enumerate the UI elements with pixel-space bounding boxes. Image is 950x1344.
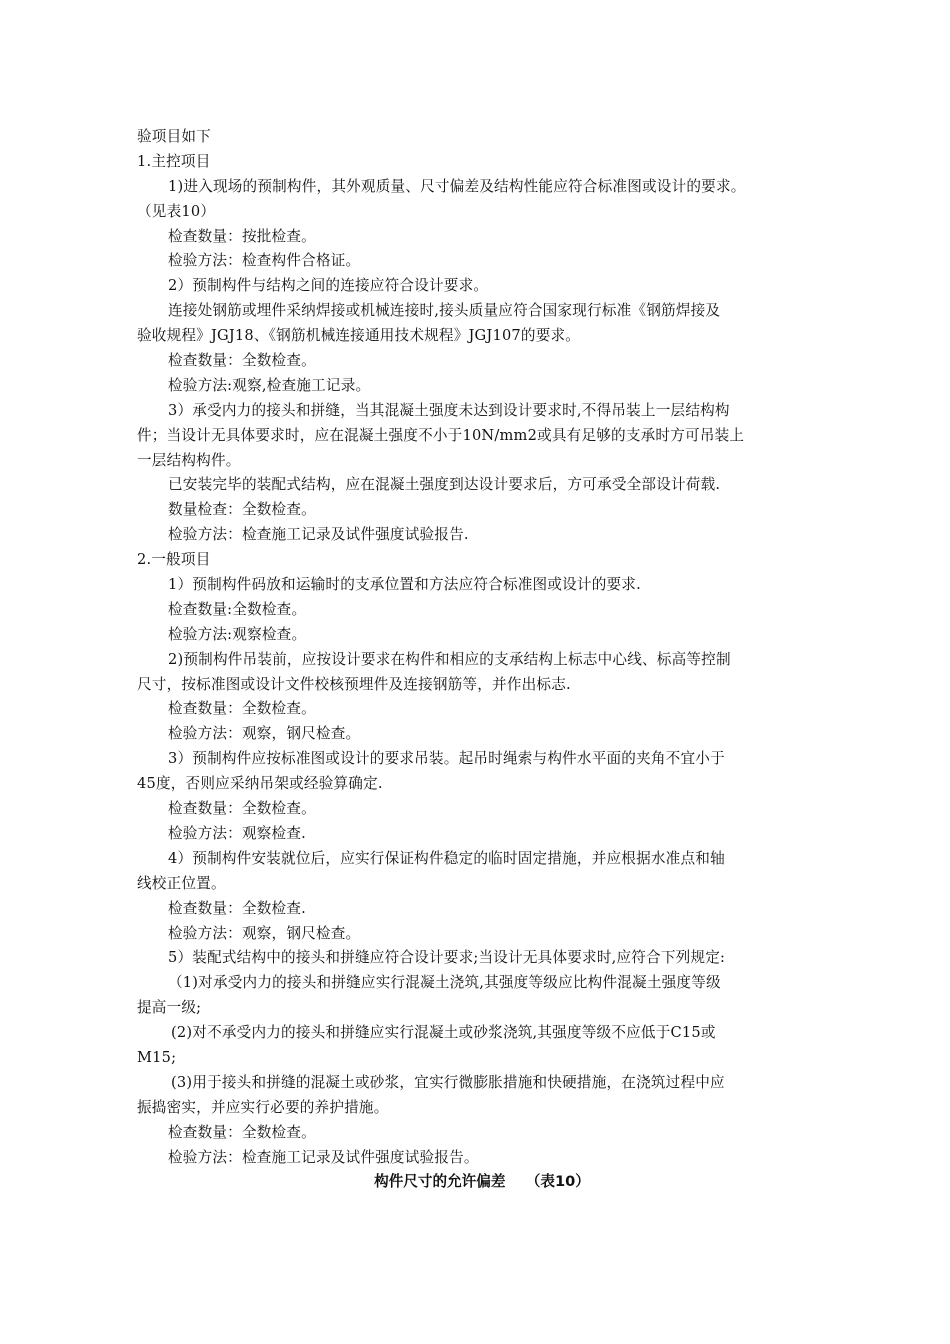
text-line: 检验方法:观察,检查施工记录。 bbox=[168, 376, 371, 394]
text-line: 检查数量：全数检查. bbox=[168, 899, 306, 917]
text-line: 尺寸，按标准图或设计文件校核预埋件及连接钢筋等，并作出标志. bbox=[137, 675, 571, 693]
text-line: 提高一级; bbox=[137, 999, 202, 1017]
text-line: 检查数量：全数检查。 bbox=[168, 1123, 316, 1141]
text-line: 检验方法：观察，钢尺检查。 bbox=[168, 725, 361, 743]
text-line: （1)对承受内力的接头和拼缝应实行混凝土浇筑,其强度等级应比构件混凝土强度等级 bbox=[168, 974, 721, 992]
text-line: （见表10） bbox=[137, 202, 216, 220]
text-line: M15; bbox=[137, 1048, 177, 1066]
text-line: 检查数量：全数检查。 bbox=[168, 700, 316, 718]
text-line: (3)用于接头和拼缝的混凝土或砂浆，宜实行微膨胀措施和快硬措施，在浇筑过程中应 bbox=[171, 1073, 725, 1091]
table-title: 构件尺寸的允许偏差 （表10） bbox=[374, 1173, 590, 1191]
text-line: 连接处钢筋或埋件采纳焊接或机械连接时,接头质量应符合国家现行标准《钢筋焊接及 bbox=[168, 302, 721, 320]
text-line: 线校正位置。 bbox=[137, 874, 226, 892]
text-line: 检查数量:全数检查。 bbox=[168, 600, 307, 618]
text-line: 振捣密实，并应实行必要的养护措施。 bbox=[137, 1098, 389, 1116]
text-line: 件；当设计无具体要求时，应在混凝土强度不小于10N/mm2或具有足够的支承时方可吊装上 bbox=[137, 426, 745, 444]
text-line: 4）预制构件安装就位后，应实行保证构件稳定的临时固定措施，并应根据水准点和轴 bbox=[168, 849, 725, 867]
text-line: 检验方法：观察，钢尺检查。 bbox=[168, 924, 361, 942]
text-line: 检验方法：检查施工记录及试件强度试验报告. bbox=[168, 526, 469, 544]
text-line: 验收规程》JGJ18、《钢筋机械连接通用技术规程》JGJ107的要求。 bbox=[137, 327, 581, 345]
text-line: 1）预制构件码放和运输时的支承位置和方法应符合标准图或设计的要求. bbox=[168, 576, 641, 594]
text-line: 检查数量：全数检查。 bbox=[168, 352, 316, 370]
text-line: 检验方法：检查构件合格证。 bbox=[168, 252, 361, 270]
text-line: (2)对不承受内力的接头和拼缝应实行混凝土或砂浆浇筑,其强度等级不应低于C15或 bbox=[171, 1024, 716, 1042]
text-line: 检查数量：按批检查。 bbox=[168, 227, 316, 245]
document-body bbox=[137, 125, 827, 1195]
text-line: 检验方法：观察检查. bbox=[168, 824, 306, 842]
text-line: 验项目如下 bbox=[137, 128, 211, 145]
text-line: 5）装配式结构中的接头和拼缝应符合设计要求;当设计无具体要求时,应符合下列规定: bbox=[168, 949, 726, 967]
section-heading-main-items: 1.主控项目 bbox=[137, 152, 211, 170]
text-line: 3）承受内力的接头和拼缝，当其混凝土强度未达到设计要求时,不得吊装上一层结构构 bbox=[168, 401, 730, 419]
text-line: 45度，否则应采纳吊架或经验算确定. bbox=[137, 775, 383, 793]
text-line: 2）预制构件与结构之间的连接应符合设计要求。 bbox=[168, 277, 489, 295]
text-line: 3）预制构件应按标准图或设计的要求吊装。起吊时绳索与构件水平面的夹角不宜小于 bbox=[168, 750, 725, 768]
text-line: 已安装完毕的装配式结构，应在混凝土强度到达设计要求后，方可承受全部设计荷载. bbox=[168, 476, 721, 494]
text-line: 检验方法:观察检查。 bbox=[168, 625, 307, 643]
text-line: 1)进入现场的预制构件，其外观质量、尺寸偏差及结构性能应符合标准图或设计的要求。 bbox=[168, 177, 746, 195]
text-line: 检查数量：全数检查。 bbox=[168, 800, 316, 818]
text-line: 数量检查：全数检查。 bbox=[168, 501, 316, 519]
text-line: 一层结构构件。 bbox=[137, 451, 241, 469]
text-line: 2)预制构件吊装前，应按设计要求在构件和相应的支承结构上标志中心线、标高等控制 bbox=[168, 650, 731, 668]
text-line: 检验方法：检查施工记录及试件强度试验报告。 bbox=[168, 1148, 479, 1166]
section-heading-general-items: 2.一般项目 bbox=[137, 551, 211, 569]
